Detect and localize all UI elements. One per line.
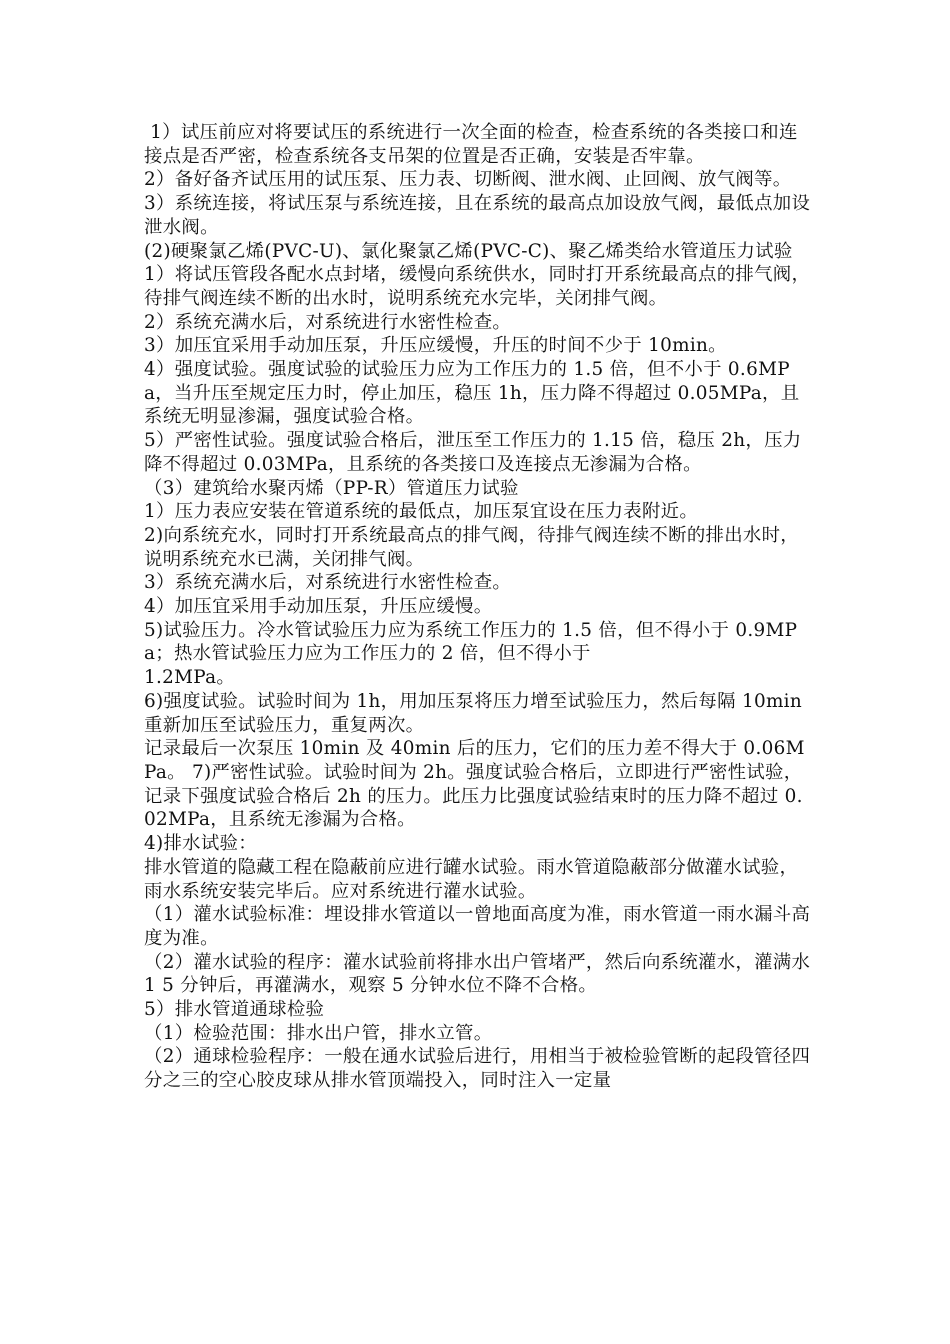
- paragraph-4: 2）系统充满水后，对系统进行水密性检查。: [144, 311, 512, 333]
- paragraph-10: 2)向系统充水，同时打开系统最高点的排气阀，待排气阀连续不断的排出水时，说明系统充水已满，关闭排气阀。: [144, 524, 799, 570]
- paragraph-3: (2)硬聚氯乙烯(PVC-U)、氯化聚氯乙烯(PVC-C)、聚乙烯类给水管道压力试验 1）将试压管段各配水点封堵，缓慢向系统供水，同时打开系统最高点的排气阀，待排气阀连续不断的出水时，说明系统充水完毕，关闭排气阀。: [144, 240, 811, 309]
- paragraph-13: 5)试验压力。冷水管试验压力应为系统工作压力的 1.5 倍，但不得小于 0.9MPa；热水管试验压力应为工作压力的 2 倍，但不得小于: [144, 619, 798, 665]
- section-heading-ball-test: 5）排水管道通球检验: [144, 999, 325, 1021]
- paragraph-12: 4）加压宜采用手动加压泵，升压应缓慢。: [144, 596, 493, 618]
- paragraph-23: （2）通球检验程序：一般在通水试验后进行，用相当于被检验管断的起段管径四分之三的空心胶皮球从排水管顶端投入，同时注入一定量: [144, 1046, 811, 1092]
- paragraph-18: 排水管道的隐藏工程在隐蔽前应进行罐水试验。雨水管道隐蔽部分做灌水试验，雨水系统安装完毕后。应对系统进行灌水试验。: [144, 856, 799, 902]
- paragraph-20: （2）灌水试验的程序：灌水试验前将排水出户管堵严，然后向系统灌水，灌满水 1 5 分钟后，再灌满水，观察 5 分钟水位不降不合格。: [144, 951, 817, 997]
- paragraph-2: 2）备好备齐试压用的试压泵、压力表、切断阀、泄水阀、止回阀、放气阀等。 3）系统连接，将试压泵与系统连接，且在系统的最高点加设放气阀，最低点加设泄水阀。: [144, 169, 811, 238]
- paragraph-16: 记录最后一次泵压 10min 及 40min 后的压力，它们的压力差不得大于 0.06MPa。 7)严密性试验。试验时间为 2h。强度试验合格后，立即进行严密性试验，记录下强度试验合格后 2h 的压力。此压力比强度试验结束时的压力降不超过 0.02MPa，且系统无渗漏为合格。: [144, 738, 805, 831]
- section-heading-pp-r: （3）建筑给水聚丙烯（PP-R）管道压力试验: [144, 477, 519, 499]
- paragraph-15: 6)强度试验。试验时间为 1h，用加压泵将压力增至试验压力，然后每隔 10min 重新加压至试验压力，重复两次。: [144, 690, 809, 736]
- paragraph-6: 4）强度试验。强度试验的试验压力应为工作压力的 1.5 倍，但不小于 0.6MPa，当升压至规定压力时，停止加压，稳压 1h，压力降不得超过 0.05MPa，且系统无明显渗漏，强度试验合格。: [144, 359, 800, 428]
- paragraph-22: （1）检验范围：排水出户管，排水立管。: [144, 1022, 493, 1044]
- paragraph-11: 3）系统充满水后，对系统进行水密性检查。: [144, 572, 512, 594]
- paragraph-1: 1）试压前应对将要试压的系统进行一次全面的检查，检查系统的各类接口和连接点是否严密，检查系统各支吊架的位置是否正确，安装是否牢靠。: [144, 122, 798, 167]
- paragraph-7: 5）严密性试验。强度试验合格后，泄压至工作压力的 1.15 倍，稳压 2h，压力降不得超过 0.03MPa，且系统的各类接口及连接点无渗漏为合格。: [144, 430, 802, 475]
- paragraph-5: 3）加压宜采用手动加压泵，升压应缓慢，升压的时间不少于 10min。: [144, 335, 727, 357]
- paragraph-14: 1.2MPa。: [144, 667, 236, 689]
- document-body: [144, 121, 817, 1093]
- paragraph-9: 1）压力表应安装在管道系统的最低点，加压泵宜设在压力表附近。: [144, 501, 699, 523]
- section-heading-drainage: 4)排水试验：: [144, 833, 257, 855]
- paragraph-19: （1）灌水试验标准：埋设排水管道以一曾地面高度为准，雨水管道一雨水漏斗高度为准。: [144, 904, 811, 949]
